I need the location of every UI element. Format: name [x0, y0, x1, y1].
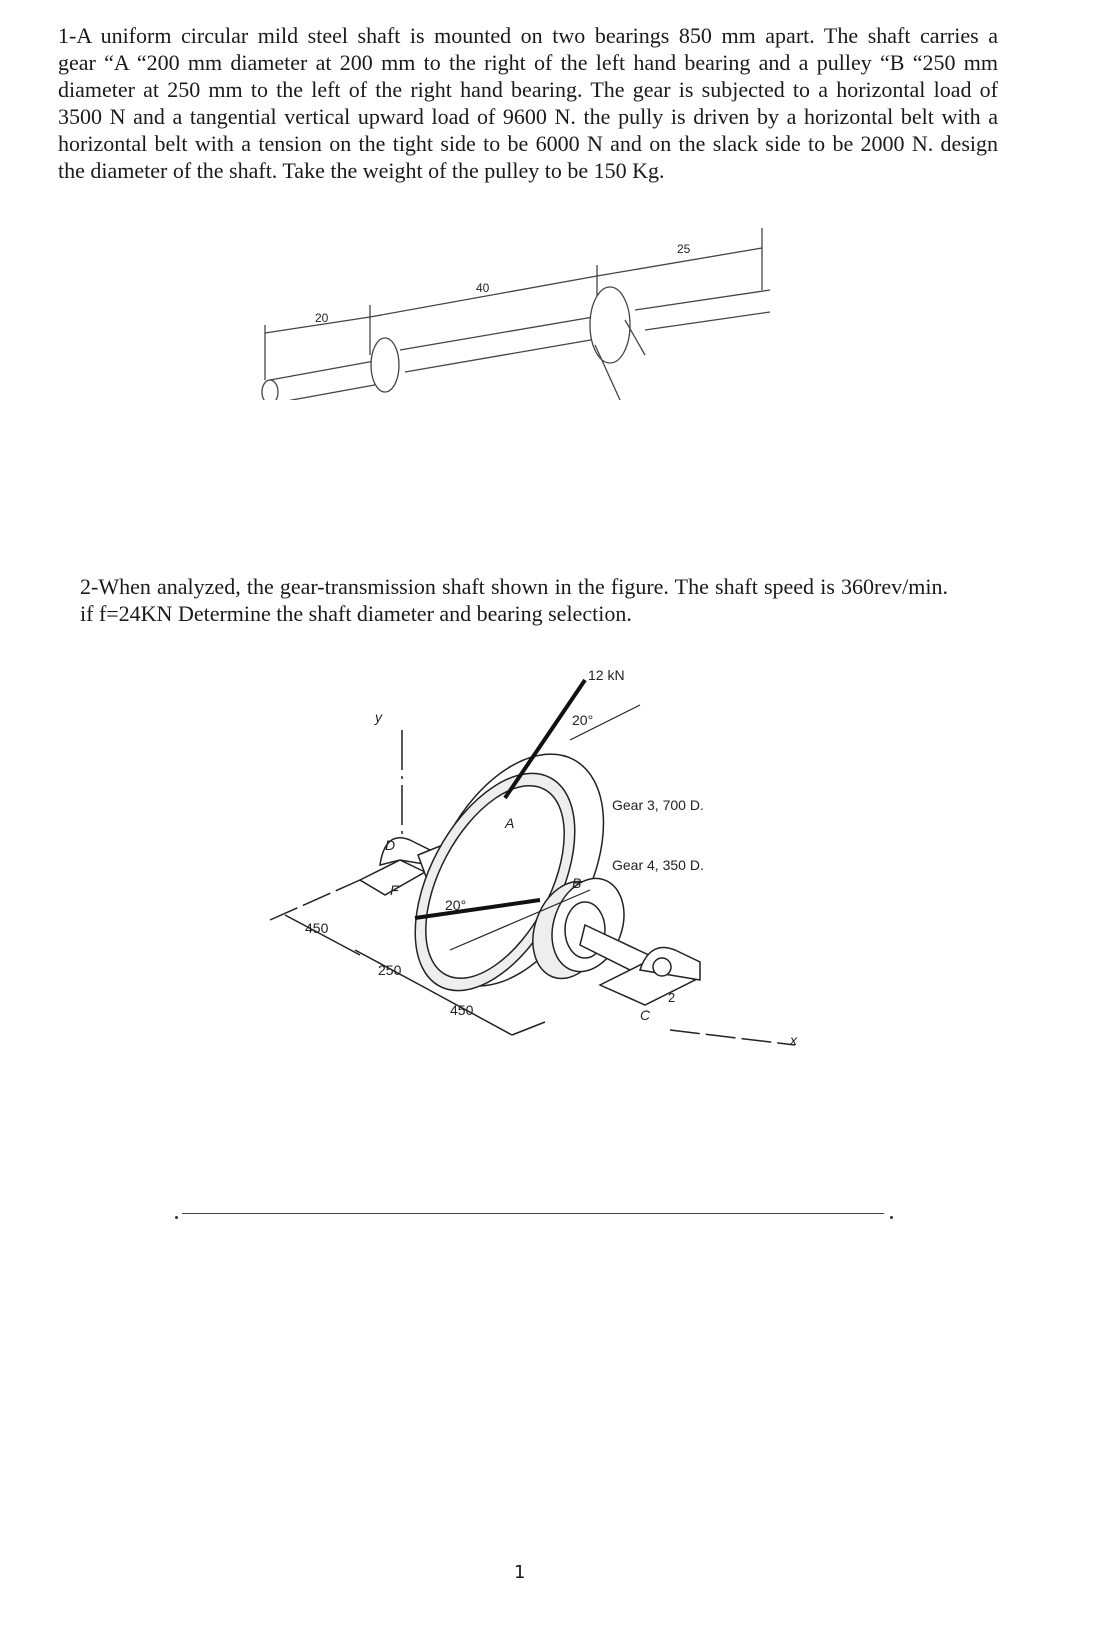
gear-3-label: Gear 3, 700 D. — [612, 797, 704, 813]
x-axis-label: x — [790, 1032, 797, 1048]
dim-25: 25 — [677, 242, 691, 256]
angle-top-label: 20° — [572, 712, 594, 728]
point-2-label: 2 — [668, 990, 676, 1005]
problem-1-line: 3500 N and a tangential vertical upward load of 9600 N. the pully is driven by a horizontal belt with a — [58, 104, 998, 129]
gear-a-label: A — [505, 815, 515, 831]
problem-1-line: horizontal belt with a tension on the tight side to be 6000 N and on the slack side to be 2000 N. design — [58, 131, 998, 156]
horizontal-rule — [182, 1213, 884, 1214]
dim-20: 20 — [315, 311, 329, 325]
bearing-c-label: C — [640, 1007, 651, 1023]
dim-450-left: 450 — [305, 920, 329, 936]
y-axis-label: y — [375, 709, 382, 725]
problem-2-line: if f=24KN Determine the shaft diameter and bearing selection. — [80, 601, 632, 626]
problem-1-line: the diameter of the shaft. Take the weight of the pulley to be 150 Kg. — [58, 158, 665, 183]
bearing-d-label: D — [385, 837, 396, 853]
problem-2-text — [80, 573, 948, 627]
gear-4-label: Gear 4, 350 D. — [612, 857, 704, 873]
dim-450-bottom: 450 — [450, 1002, 474, 1018]
force-12kn-label: 12 kN — [588, 667, 625, 683]
force-f-label: F — [390, 882, 399, 898]
problem-1-text — [58, 22, 998, 184]
angle-f-label: 20° — [445, 897, 467, 913]
problem-1-line: diameter at 250 mm to the left of the right hand bearing. The gear is subjected to a horizontal load of — [58, 77, 998, 102]
shaft-figure-1 — [240, 220, 800, 400]
dim-250: 250 — [378, 962, 402, 978]
dim-40: 40 — [476, 281, 490, 295]
rule-dot — [175, 1216, 178, 1219]
problem-2-line: 2-When analyzed, the gear-transmission shaft shown in the figure. The shaft speed is 360rev/min. — [80, 574, 948, 599]
problem-1-line: gear “A “200 mm diameter at 200 mm to the right of the left hand bearing and a pulley “B “250 mm — [58, 50, 998, 75]
rule-dot — [890, 1216, 893, 1219]
gear-b-label: B — [572, 875, 582, 891]
page-number: 1 — [514, 1562, 526, 1583]
problem-1-line: 1-A uniform circular mild steel shaft is mounted on two bearings 850 mm apart. The shaft carries a — [58, 23, 998, 48]
gear-shaft-figure-2 — [250, 650, 830, 1060]
